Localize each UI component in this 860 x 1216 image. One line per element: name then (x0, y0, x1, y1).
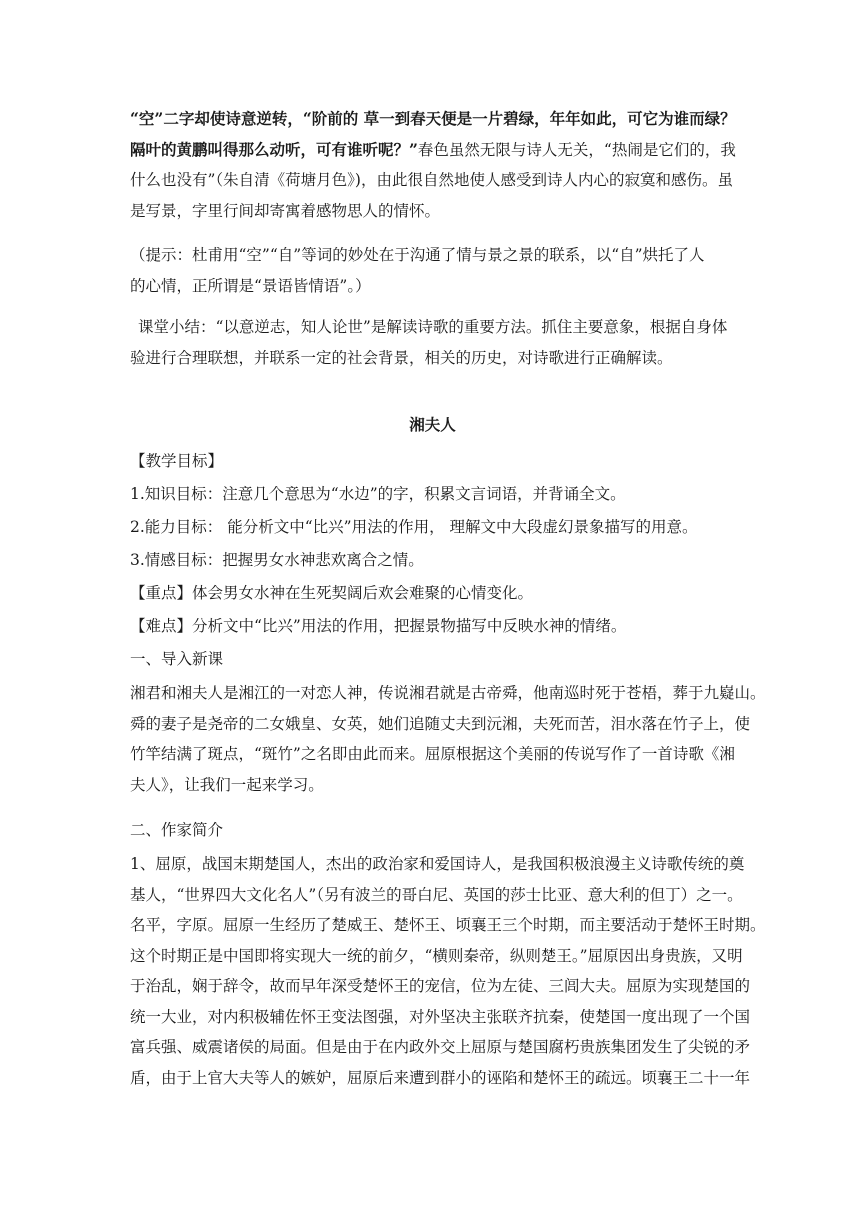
section-heading-intro: 一、导入新课 (130, 650, 224, 668)
paragraph-summary (130, 312, 735, 373)
objective-item: 2.能力目标： 能分析文中“比兴”用法的作用， 理解文中大段虚幻景象描写的用意。 (130, 518, 698, 536)
text-line: 竹竿结满了斑点，“斑竹”之名即由此而来。屈原根据这个美丽的传说写作了一首诗歌《湘 (130, 745, 735, 763)
objectives-heading: 【教学目标】 (130, 452, 224, 470)
text-line: 盾，由于上官大夫等人的嫉妒，屈原后来遭到群小的诬陷和楚怀王的疏远。顷襄王二十一年 (130, 1068, 751, 1087)
text-line: 是写景，字里行间却寄寓着感物思人的情怀。 (130, 201, 441, 220)
text-line: 基人，“世界四大文化名人”（另有波兰的哥白尼、英国的莎士比亚、意大利的但丁）之一。 (130, 885, 743, 904)
text-line: 舜的妻子是尧帝的二女娥皇、女英，她们追随丈夫到沅湘，夫死而苦，泪水落在竹子上，使 (130, 714, 751, 733)
text-line: 验进行合理联想，并联系一定的社会背景，相关的历史，对诗歌进行正确解读。 (130, 348, 673, 367)
text-line: 于治乱，娴于辞令，故而早年深受楚怀王的宠信，位为左徒、三闾大夫。屈原为实现楚国的 (130, 977, 751, 995)
text-line: （提示：杜甫用“空”“自”等词的妙处在于沟通了情与景之景的联系，以“自”烘托了人 (130, 246, 705, 264)
paragraph-analysis (130, 104, 735, 226)
text-line: 夫人》，让我们一起来学习。 (130, 775, 324, 794)
difficult-point: 【难点】分析文中“比兴”用法的作用，把握景物描写中反映水神的情绪。 (130, 617, 627, 635)
paragraph-intro (130, 678, 766, 800)
text-line: 这个时期正是中国即将实现大一统的前夕，“横则秦帝，纵则楚王。”屈原因出身贵族，又明 (130, 946, 743, 965)
text-line: 统一大业，对内积极辅佐怀王变法图强，对外坚决主张联齐抗秦，使楚国一度出现了一个国 (130, 1007, 751, 1026)
paragraph-hint (130, 240, 735, 301)
text-line: 什么也没有”（朱自清《荷塘月色》)，由此很自然地使人感受到诗人内心的寂寞和感伤。虽 (130, 171, 733, 189)
text-line: 1、屈原，战国末期楚国人，杰出的政治家和爱国诗人，是我国积极浪漫主义诗歌传统的奠 (130, 855, 745, 873)
text-line-bold: 隔叶的黄鹏叫得那么动听，可有谁听呢？” (130, 139, 418, 159)
text-line: 富兵强、威震诸侯的局面。但是由于在内政外交上屈原与楚国腐朽贵族集团发生了尖锐的矛 (130, 1038, 751, 1056)
section-title: 湘夫人 (409, 415, 456, 434)
section-heading-author: 二、作家简介 (130, 821, 224, 839)
paragraph-author (130, 849, 766, 1093)
key-point: 【重点】体会男女水神在生死契阔后欢会难聚的心情变化。 (130, 584, 534, 602)
text-line: 的心情，正所谓是“景语皆情语”。） (130, 276, 371, 295)
text-line: 春色虽然无限与诗人无关，“热闹是它们的，我 (417, 140, 736, 159)
text-line: “空”二字却使诗意逆转，“阶前的 草一到春天便是一片碧绿，年年如此，可它为谁而绿？ (130, 109, 736, 128)
objective-item: 1.知识目标：注意几个意思为“水边”的字，积累文言词语，并背诵全文。 (130, 485, 626, 503)
text-line: 湘君和湘夫人是湘江的一对恋人神，传说湘君就是古帝舜，他南巡时死于苍梧，葬于九嶷山。 (130, 684, 766, 702)
text-line: 课堂小结：“以意逆志，知人论世”是解读诗歌的重要方法。抓住主要意象，根据自身体 (138, 318, 728, 336)
objective-item: 3.情感目标：把握男女水神悲欢离合之情。 (130, 551, 424, 569)
text-line: 名平，字原。屈原一生经历了楚威王、楚怀王、顷襄王三个时期，而主要活动于楚怀王时期。 (130, 916, 766, 934)
